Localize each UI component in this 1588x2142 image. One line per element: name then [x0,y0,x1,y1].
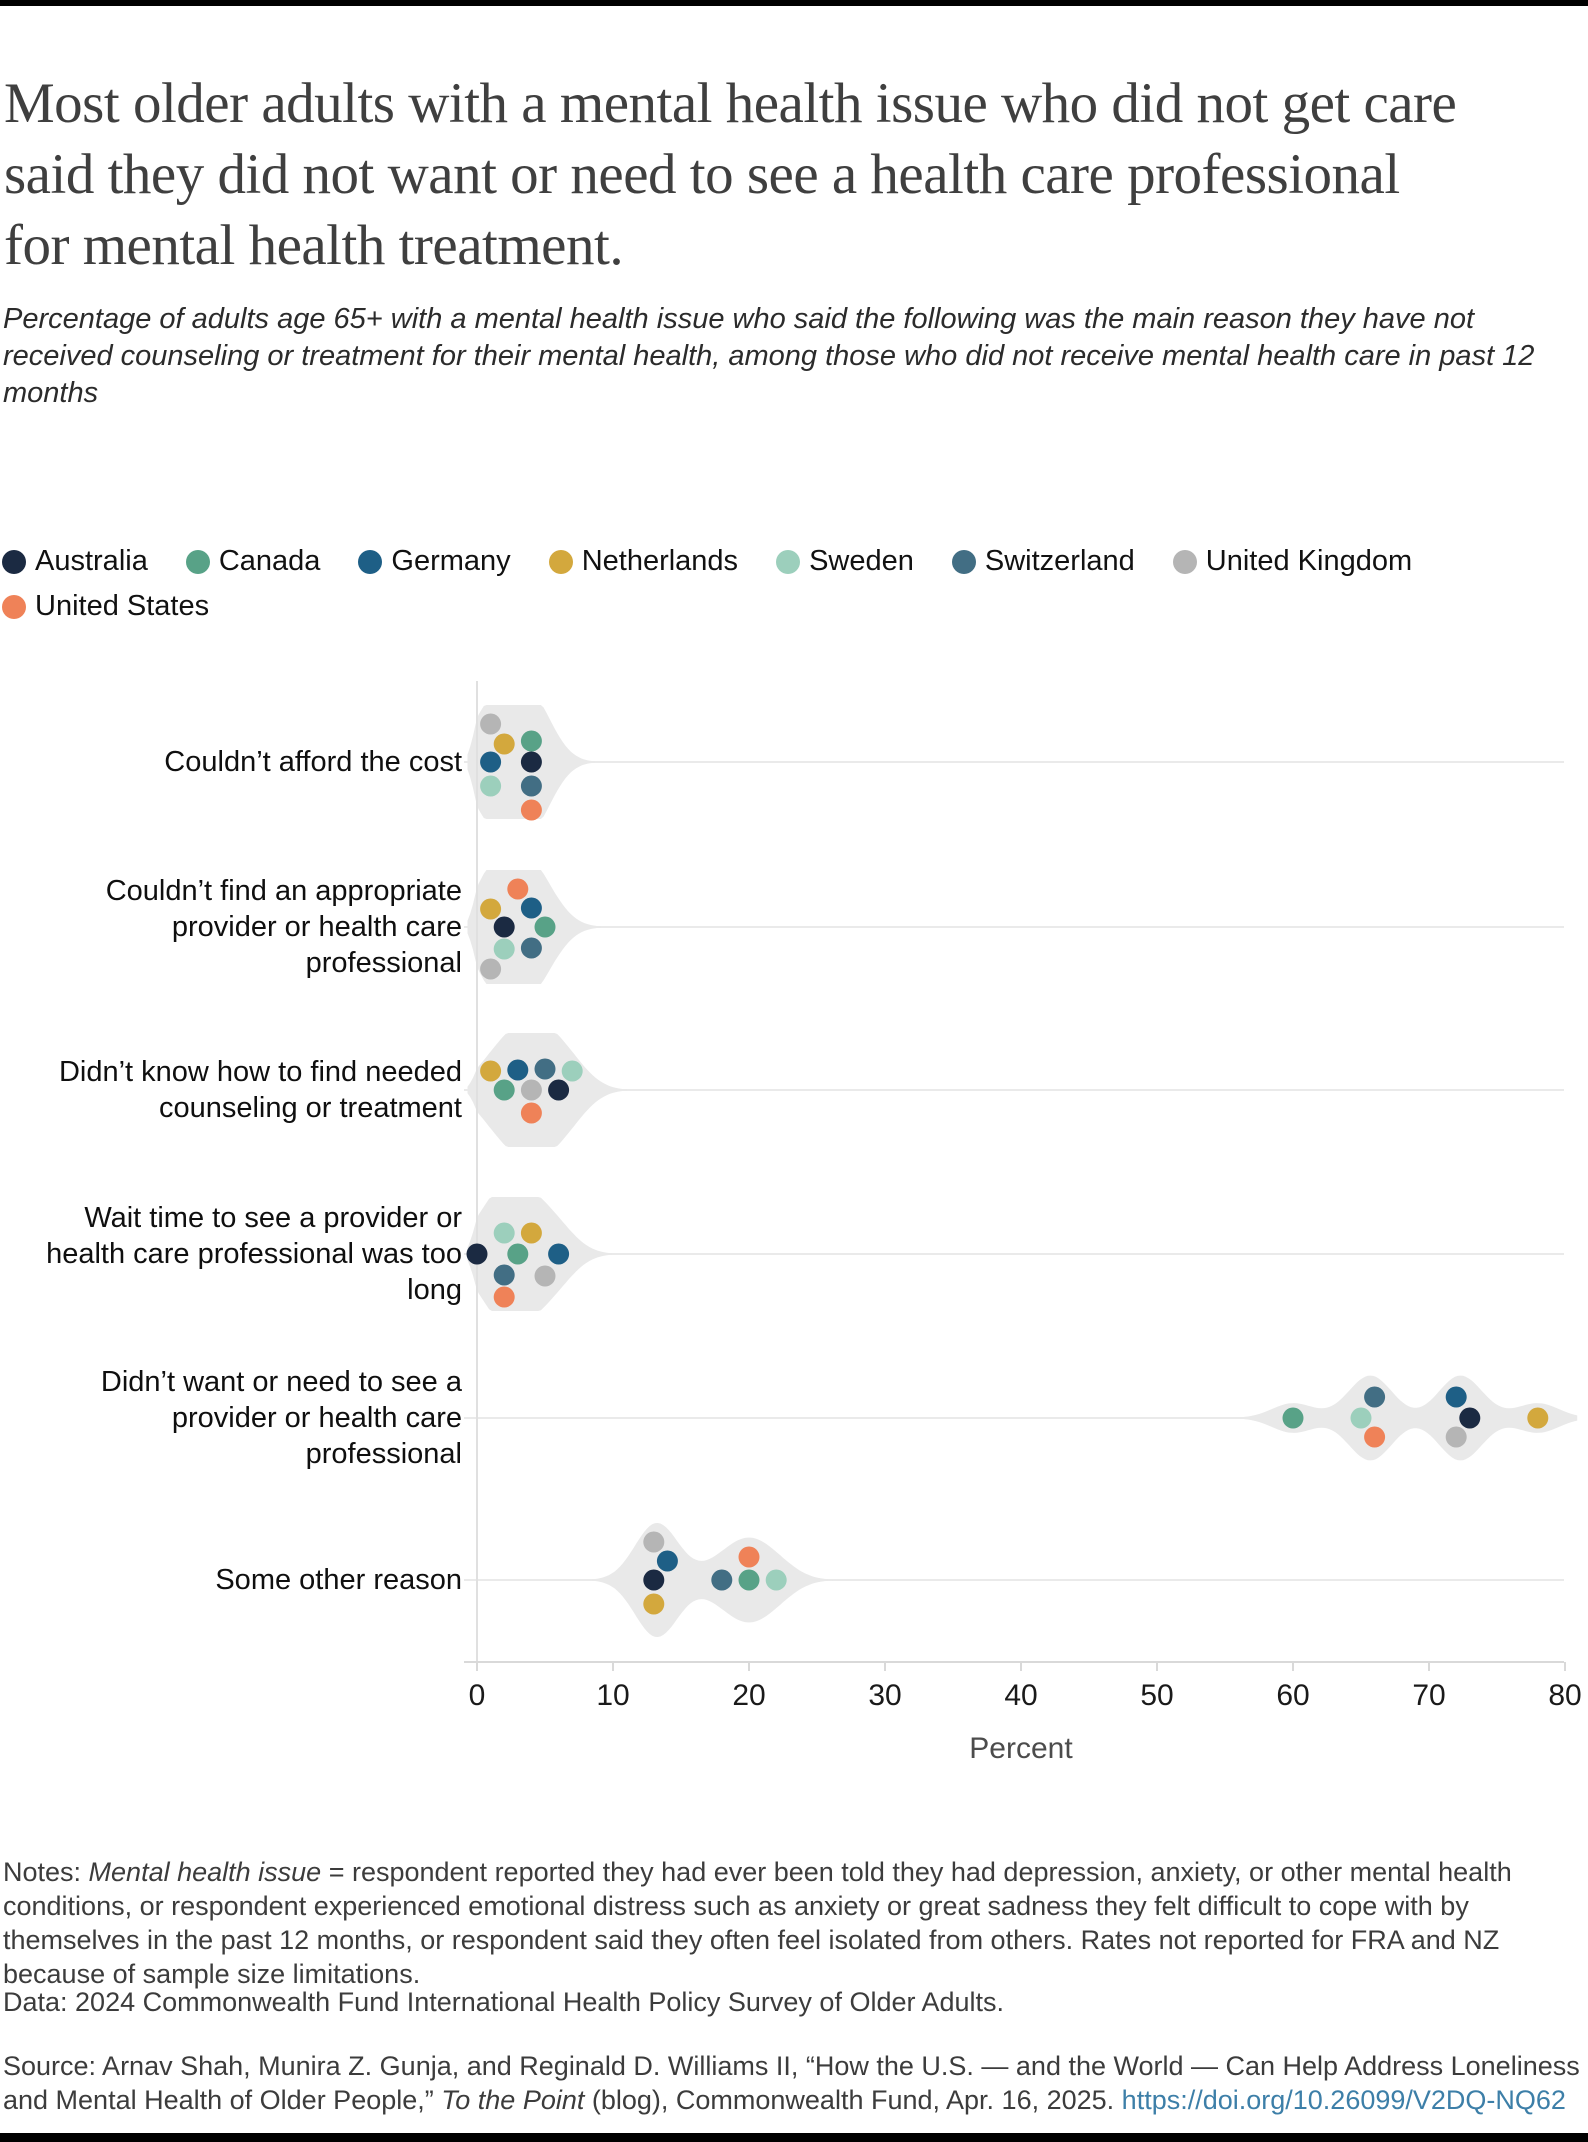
x-tick-label: 40 [1004,1679,1038,1712]
top-frame-bar [0,0,1588,6]
legend-label: United States [35,590,210,622]
legend-dot-icon [2,595,26,619]
dot-germany [657,1551,678,1572]
legend-label: Sweden [809,545,914,577]
dot-germany [548,1244,569,1265]
violin-shape [587,1523,835,1637]
dot-canada [535,917,556,938]
category-label: Wait time to see a provider or health care professional was too long [46,1202,462,1306]
dot-netherlands [494,734,515,755]
dot-switzerland [494,1265,515,1286]
legend-label: Netherlands [581,545,739,577]
dot-united-kingdom [521,1080,542,1101]
source-text [3,2049,1585,2117]
x-tick-label: 20 [732,1679,766,1712]
category-label: Didn’t know how to find needed counseling or treatment [58,1056,462,1124]
legend-label: Germany [391,545,511,577]
violin-shape [468,1033,631,1147]
source-publication: To the Point [441,2085,585,2115]
legend-dot-icon [2,550,26,574]
dot-germany [507,1060,528,1081]
dot-netherlands [480,899,501,920]
page-title: Most older adults with a mental health issue who did not get care said they did not want or need to see a health care professional for mental health treatment. [4,72,1457,278]
legend-dot-icon [952,550,976,574]
legend-item-sweden [776,545,914,578]
legend-label: Australia [35,545,148,577]
dot-united-kingdom [480,714,501,735]
dot-united-kingdom [1446,1427,1467,1448]
legend-item-netherlands [549,545,738,578]
chart-subtitle: Percentage of adults age 65+ with a mental health issue who said the following was the main reason they have not received counseling or treatment for their mental health, among those who did not receive mental health care in past 12 months [3,303,1535,409]
dot-switzerland [521,938,542,959]
dot-australia [494,917,515,938]
dot-sweden [1351,1408,1372,1429]
legend-dot-icon [186,550,210,574]
legend-dot-icon [776,550,800,574]
dot-canada [1283,1408,1304,1429]
bottom-frame-bar [0,2133,1588,2142]
dot-netherlands [643,1594,664,1615]
violin-shape [468,870,607,984]
dot-australia [521,752,542,773]
category-label: Couldn’t find an appropriate provider or health care professional [105,875,462,979]
x-tick-label: 70 [1412,1679,1446,1712]
violin-shape [468,1197,618,1311]
dot-united-kingdom [535,1266,556,1287]
x-tick-label: 80 [1548,1679,1582,1712]
legend-label: Switzerland [984,545,1135,577]
dot-sweden [562,1061,583,1082]
dot-canada [739,1570,760,1591]
dot-australia [467,1244,488,1265]
legend-item-united-kingdom [1173,545,1412,578]
dot-canada [507,1244,528,1265]
dot-switzerland [535,1059,556,1080]
dot-germany [521,898,542,919]
violin-shape [1235,1376,1578,1461]
dot-canada [521,731,542,752]
x-axis-title: Percent [969,1732,1073,1765]
x-tick-label: 60 [1276,1679,1310,1712]
dot-switzerland [711,1570,732,1591]
legend-label: Canada [218,545,321,577]
category-label: Couldn’t afford the cost [164,746,462,778]
dot-australia [548,1080,569,1101]
legend-label: United Kingdom [1205,545,1413,577]
legend-item-switzerland [952,545,1135,578]
dot-netherlands [521,1223,542,1244]
dot-united-states [739,1547,760,1568]
x-tick-label: 10 [596,1679,630,1712]
legend-dot-icon [358,550,382,574]
notes-italic-term: Mental health issue [88,1857,322,1887]
notes-body: = respondent reported they had ever been told they had depression, anxiety, or other mental health conditions, or respondent experienced emotional distress such as anxiety or great sadness they felt difficult to cope with by themselves in the past 12 months, or respondent said they often feel isolated from others. Rates not reported for FRA and NZ because of sample size limitations. [3,1857,1512,1989]
legend-item-united-states [2,590,209,623]
dot-united-states [507,879,528,900]
legend-dot-icon [1173,550,1197,574]
dot-united-states [521,1103,542,1124]
dot-sweden [494,1223,515,1244]
notes-text [3,1855,1585,1991]
notes-label: Notes: [3,1857,89,1887]
dot-united-kingdom [643,1532,664,1553]
category-label: Didn’t want or need to see a provider or health care professional [100,1366,462,1470]
legend-item-germany [358,545,510,578]
legend-item-australia [2,545,148,578]
dot-united-states [521,800,542,821]
x-tick-label: 30 [868,1679,902,1712]
category-label: Some other reason [215,1564,462,1596]
dot-netherlands [1527,1408,1548,1429]
legend-item-canada [186,545,321,578]
x-tick-label: 50 [1140,1679,1174,1712]
chart-legend [2,545,1422,623]
source-prefix: Source: Arnav Shah, Munira Z. Gunja, and Reginald D. Williams II, “How the U.S. — and the World — Can Help Address Loneliness and Mental Health of Older People,” [3,2051,1580,2115]
dot-sweden [766,1570,787,1591]
dot-sweden [480,776,501,797]
x-tick-label: 0 [468,1679,486,1712]
dot-netherlands [480,1061,501,1082]
dot-sweden [494,939,515,960]
doi-link[interactable]: https://doi.org/10.26099/V2DQ-NQ62 [1121,2085,1566,2115]
source-suffix: (blog), Commonwealth Fund, Apr. 16, 2025. [584,2085,1122,2115]
data-credit: Data: 2024 Commonwealth Fund International Health Policy Survey of Older Adults. [3,1987,1005,2017]
dot-australia [643,1570,664,1591]
dot-australia [1459,1408,1480,1429]
dot-germany [1446,1387,1467,1408]
dot-canada [494,1080,515,1101]
dot-germany [480,752,501,773]
dot-switzerland [1364,1387,1385,1408]
dot-switzerland [521,776,542,797]
legend-dot-icon [549,550,573,574]
violin-shape [468,705,601,819]
dot-united-kingdom [480,959,501,980]
dot-united-states [494,1287,515,1308]
dot-united-states [1364,1427,1385,1448]
